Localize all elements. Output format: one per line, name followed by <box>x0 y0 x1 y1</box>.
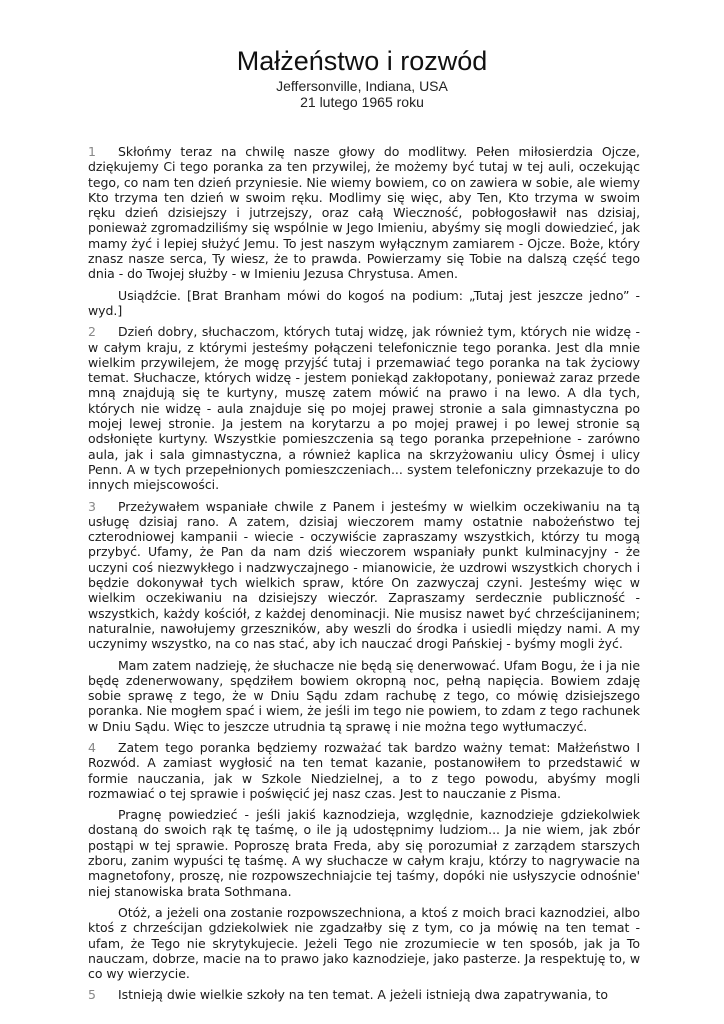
paragraph-text: Dzień dobry, słuchaczom, których tutaj widzę, jak również tym, których nie widzę - w całym kraju, z którymi jesteśmy połączeni telefonicznie tego poranka. Jest dla mnie wielkim przywilejem, że mogę przyjść tutaj i przemawiać tego poranka na tak życiowy temat. Słuchacze, których widzę - jestem poniekąd zakłopotany, ponieważ zaraz przede mną znajdują się te kurtyny, muszę zatem mówić na prawo i na lewo. A dla tych, których nie widzę - aula znajduje się po mojej prawej stronie a sala gimnastyczna po mojej lewej stronie. Ja jestem na korytarzu a po mojej prawej i po lewej stronie są odsłonięte kurtyny. Wszystkie pomieszczenia są tego poranka przepełnione - zarówno aula, jak i sala gimnastyczna, a również kaplica na skrzyżowaniu ulicy Ósmej i ulicy Penn. A w tych przepełnionych pomieszczeniach... system telefoniczny przekazuje to do innych miejscowości. <box>88 324 640 493</box>
sermon-body <box>88 144 640 1009</box>
paragraph-number: 2 <box>88 324 96 340</box>
paragraph-number: 5 <box>88 987 96 1003</box>
sermon-date: 21 lutego 1965 roku <box>300 94 424 110</box>
paragraph-text: Skłońmy teraz na chwilę nasze głowy do modlitwy. Pełen miłosierdzia Ojcze, dziękujemy Ci tego poranka za ten przywilej, że możemy być tutaj w tej auli, oczekując tego, co nam ten dzień przyniesie. Nie wiemy bowiem, co on zawiera w sobie, ale wiemy Kto trzyma ten dzień w swoim ręku. Modlimy się więc, aby Ten, Kto trzyma w swoim ręku dzień dzisiejszy i jutrzejszy, oraz całą Wieczność, pobłogosławił nas dzisiaj, ponieważ zgromadziliśmy się wspólnie w Jego Imieniu, abyśmy się mogli dowiedzieć, jak mamy żyć i lepiej służyć Jemu. To jest naszym wyłącznym zamiarem - Ojcze. Boże, który znasz nasze serca, Ty wiesz, że to prawda. Powierzamy się Tobie na dalszą część tego dnia - do Twojej służby - w Imieniu Jezusa Chrystusa. Amen. <box>88 144 640 282</box>
paragraph-text: Zatem tego poranka będziemy rozważać tak bardzo ważny temat: Małżeństwo I Rozwód. A zamiast wygłosić na ten temat kazanie, postanowiłem to przedstawić w formie nauczania, jak w Szkole Niedzielnej, a to z tego powodu, abyśmy mogli rozmawiać o tej sprawie i poświęcić jej nasz czas. Jest to nauczanie z Pisma. <box>88 739 640 801</box>
paragraph <box>88 807 640 899</box>
paragraph <box>88 905 640 981</box>
paragraph <box>88 987 640 1002</box>
paragraph-text: Mam zatem nadzieję, że słuchacze nie będą się denerwować. Ufam Bogu, że i ja nie będę zdenerwowany, spędziłem bowiem okropną noc, pełną napięcia. Bowiem zdaję sobie sprawę z tego, że w Dniu Sądu zdam rachubę z tego, co mówię dzisiejszego poranka. Nie mogłem spać i wiem, że jeśli im tego nie powiem, to zdam z tego rachunek w Dniu Sądu. Więc to jeszcze utrudnia tą sprawę i nie można tego wytłumaczyć. <box>88 657 640 734</box>
paragraph-number: 3 <box>88 498 96 514</box>
document-header <box>0 44 724 110</box>
paragraph-text: Istnieją dwie wielkie szkoły na ten temat. A jeżeli istnieją dwa zapatrywania, to <box>118 987 608 1003</box>
paragraph <box>88 324 640 492</box>
paragraph <box>88 499 640 652</box>
paragraph-number: 4 <box>88 739 96 755</box>
paragraph-text: Otóż, a jeżeli ona zostanie rozpowszechniona, a ktoś z moich braci kaznodziei, albo ktoś z chrześcijan gdziekolwiek nie zgadzałby się z tym, co ja mówię na ten temat - ufam, że Tego nie skrytykujecie. Jeżeli Tego nie zrozumiecie w ten sposób, jak ja To nauczam, dobrze, macie na to prawo jako kaznodzieje, jako pasterze. Ja respektuję to, w co wy wierzycie. <box>88 904 640 982</box>
paragraph <box>88 288 640 319</box>
paragraph-text: Pragnę powiedzieć - jeśli jakiś kaznodzieja, względnie, kaznodzieje gdziekolwiek dostaną do swoich rąk tę taśmę, o ile ją udostępnimy ludziom... Ja nie wiem, jak zbór postąpi w tej sprawie. Poproszę brata Freda, aby się porozumiał z zarządem starszych zboru, zanim wypuści tę taśmę. A wy słuchacze w całym kraju, którzy to nagrywacie na magnetofony, proszę, nie rozpowszechniajcie tej taśmy, dopóki nie usłyszycie odnośnie' niej stanowiska brata Sothmana. <box>88 807 640 899</box>
paragraph <box>88 658 640 734</box>
sermon-location: Jeffersonville, Indiana, USA <box>276 78 448 94</box>
paragraph-text: Przeżywałem wspaniałe chwile z Panem i jesteśmy w wielkim oczekiwaniu na tą usługę dzisiaj rano. A zatem, dzisiaj wieczorem mamy ostatnie nabożeństwo tej czterodniowej kampanii - wiecie - oczywiście zapraszamy wszystkich, którzy tu mogą przybyć. Ufamy, że Pan da nam dziś wieczorem wspaniały punkt kulminacyjny - że uczyni coś niezwykłego i nadzwyczajnego - mianowicie, że uzdrowi wszystkich chorych i będzie dokonywał tych wielkich spraw, które On zazwyczaj czyni. Jesteśmy więc w wielkim oczekiwaniu na dzisiejszy wieczór. Zapraszamy serdecznie publiczność - wszystkich, każdy kościół, z każdej denominacji. Nie musisz nawet być chrześcijaninem; naturalnie, nawołujemy grzeszników, aby weszli do środka i usiedli między nami. A my uczynimy wszystko, na co nas stać, aby ich nauczać drogi Pańskiej - byśmy mogli żyć. <box>88 498 640 652</box>
paragraph-text: Usiądźcie. [Brat Branham mówi do kogoś na podium: „Tutaj jest jeszcze jedno” - wyd.] <box>88 287 640 318</box>
paragraph-number: 1 <box>88 144 96 159</box>
paragraph <box>88 144 640 282</box>
sermon-title: Małżeństwo i rozwód <box>236 46 488 76</box>
paragraph <box>88 740 640 801</box>
